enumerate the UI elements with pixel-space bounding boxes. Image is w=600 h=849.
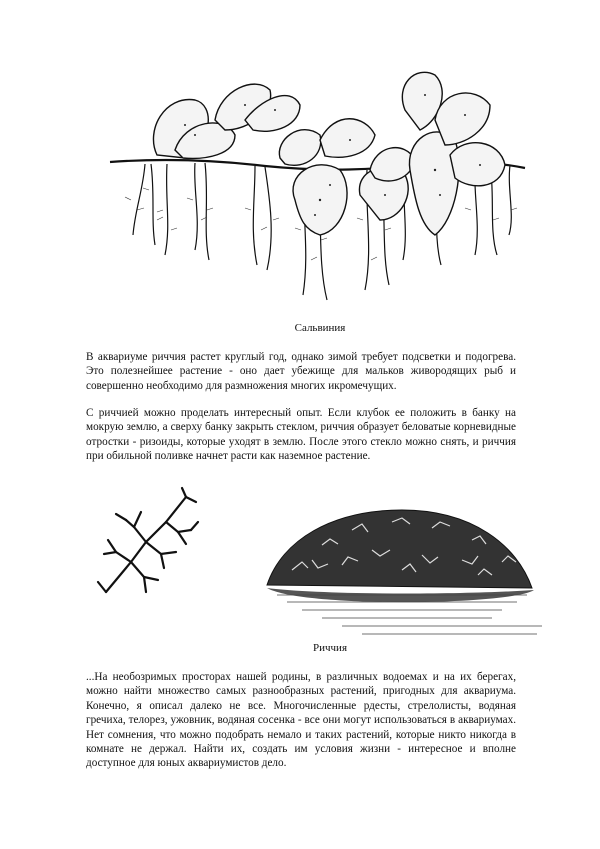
salvinia-plant-drawing-icon (105, 60, 530, 320)
paragraph-2: С риччией можно проделать интересный опыт. Если клубок ее положить в банку на мокрую землю, а сверху банку закрыть стеклом, риччия образует беловатые корневидные отростки - ризоиды, которые уходят в землю. После этого стекло можно снять, и риччия при обильной поливке начнет расти как наземное растение. (86, 407, 516, 463)
paragraph-1: В аквариуме риччия растет круглый год, однако зимой требует подсветки и подогрева. Это полезнейшее растение - оно дает убежище для мальков живородящих рыб и совершенно необходимо для размножения многих икромечущих. (86, 351, 516, 392)
riccia-clump-drawing-icon (262, 500, 542, 640)
figure-caption-riccia: Риччия (312, 642, 347, 654)
riccia-branch-drawing-icon (86, 482, 206, 612)
figure-caption-salvinia: Сальвиния (294, 322, 346, 334)
riccia-clump-illustration (262, 500, 542, 640)
paragraph-3: ...На необозримых просторах нашей родины, в различных водоемах и на их берегах, можно найти множество самых разнообразных растений, пригодных для аквариума. Конечно, я описал далеко не все. Многочисленные рдесты, стрелолисты, водяная гречиха, телорез, ужовник, водяная сосенка - все они могут использоваться в аквариумах. Нет сомнения, что можно подобрать немало и таких растений, которые никто никогда в комнате не держал. Найти их, создать им условия жизни - интересное и вполне доступное для юных аквариумистов дело. (86, 671, 516, 770)
salvinia-illustration (105, 60, 530, 320)
riccia-branch-illustration (86, 482, 206, 612)
